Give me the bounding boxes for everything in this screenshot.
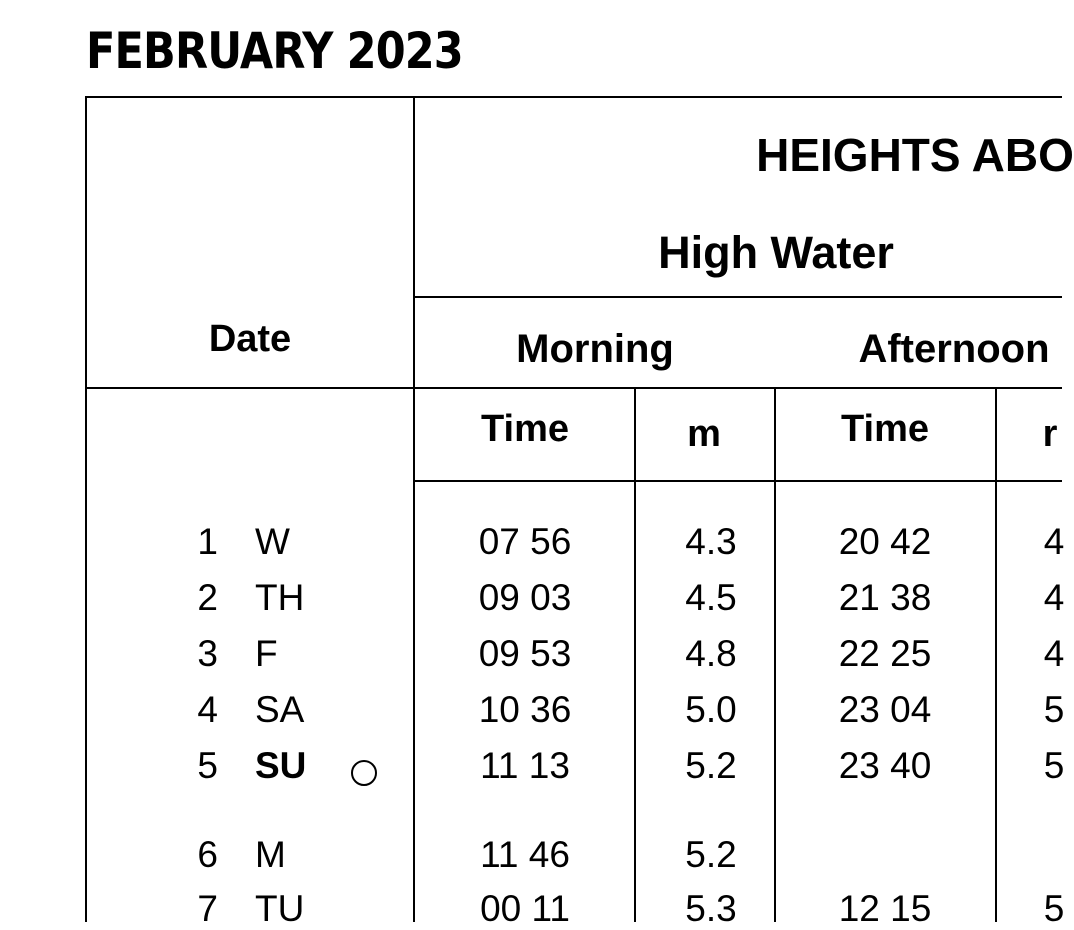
row-pm-time: 21 38 [838, 577, 932, 618]
date-header-divider [85, 387, 1062, 389]
heights-header: HEIGHTS ABO [756, 129, 1074, 181]
page-title: FEBRUARY 2023 [86, 22, 463, 80]
row-pm-time: 23 04 [838, 689, 932, 730]
row-date-number: 4 [197, 689, 218, 730]
row-am-height: 5.2 [685, 745, 737, 786]
morning-header: Morning [516, 327, 674, 371]
row-date-number: 2 [197, 577, 218, 618]
row-weekday: TU [255, 888, 305, 929]
row-pm-height: 4 [1043, 521, 1065, 562]
row-weekday: TH [255, 577, 305, 618]
row-pm-time: 22 25 [838, 633, 932, 674]
full-moon-icon [351, 760, 377, 786]
row-date-number: 6 [197, 834, 218, 875]
row-am-height: 5.3 [685, 888, 737, 929]
date-column-divider [413, 96, 415, 922]
row-am-time: 00 11 [480, 888, 570, 929]
am-time-header: Time [480, 408, 570, 450]
row-pm-height: 4 [1043, 633, 1065, 674]
table-top-border [85, 96, 1062, 98]
afternoon-header: Afternoon [858, 327, 1050, 371]
row-weekday: F [255, 633, 278, 674]
row-am-height: 4.5 [685, 577, 737, 618]
am-time-divider [634, 387, 636, 922]
row-pm-height: 5 [1043, 745, 1065, 786]
row-weekday: SU [255, 745, 307, 786]
am-m-divider [774, 387, 776, 922]
table-left-border [85, 96, 87, 922]
row-am-height: 4.8 [685, 633, 737, 674]
pm-time-divider [995, 387, 997, 922]
row-pm-time: 12 15 [838, 888, 932, 929]
am-m-header: m [687, 413, 721, 455]
row-am-height: 5.2 [685, 834, 737, 875]
row-am-time: 09 03 [478, 577, 572, 618]
pm-m-header: r [1042, 413, 1058, 455]
date-header: Date [208, 318, 292, 360]
row-am-time: 09 53 [478, 633, 572, 674]
high-water-divider [413, 296, 1062, 298]
row-am-time: 07 56 [478, 521, 572, 562]
row-pm-height: 4 [1043, 577, 1065, 618]
row-weekday: SA [255, 689, 305, 730]
row-pm-height: 5 [1043, 689, 1065, 730]
row-am-time: 11 13 [480, 745, 570, 786]
high-water-header: High Water [658, 227, 894, 278]
row-date-number: 5 [197, 745, 218, 786]
row-date-number: 3 [197, 633, 218, 674]
row-am-height: 5.0 [685, 689, 737, 730]
row-am-height: 4.3 [685, 521, 737, 562]
row-am-time: 11 46 [480, 834, 570, 875]
row-date-number: 7 [197, 888, 218, 929]
row-pm-height: 5 [1043, 888, 1065, 929]
pm-time-header: Time [840, 408, 930, 450]
column-header-divider [413, 480, 1062, 482]
row-am-time: 10 36 [478, 689, 572, 730]
row-weekday: W [255, 521, 290, 562]
row-pm-time: 23 40 [838, 745, 932, 786]
row-pm-time: 20 42 [838, 521, 932, 562]
row-date-number: 1 [197, 521, 218, 562]
row-weekday: M [255, 834, 286, 875]
